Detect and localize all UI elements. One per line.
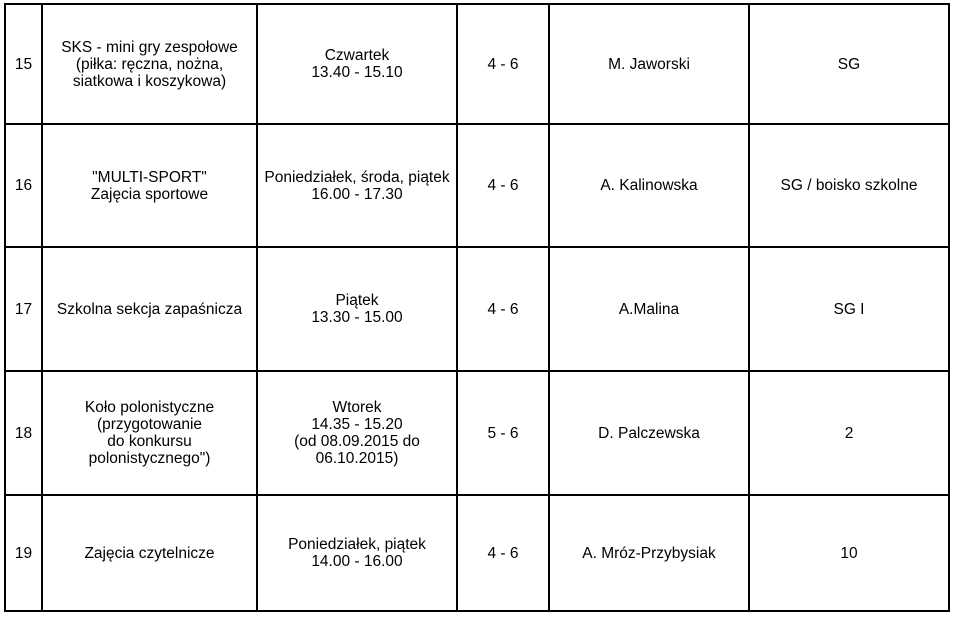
- location: SG / boisko szkolne: [749, 124, 949, 247]
- schedule-time: Poniedziałek, piątek 14.00 - 16.00: [257, 495, 457, 611]
- table-row: [5, 371, 949, 495]
- table-row: [5, 247, 949, 371]
- activity-name: SKS - mini gry zespołowe (piłka: ręczna, nożna, siatkowa i koszykowa): [42, 4, 257, 124]
- class-range: 4 - 6: [457, 124, 549, 247]
- activity-name: Zajęcia czytelnicze: [42, 495, 257, 611]
- location: 10: [749, 495, 949, 611]
- activity-name: Koło polonistyczne (przygotowanie do konkursu polonistycznego"): [42, 371, 257, 495]
- activity-name: Szkolna sekcja zapaśnicza: [42, 247, 257, 371]
- table-row: [5, 4, 949, 124]
- row-number: 15: [5, 4, 42, 124]
- table-row: [5, 495, 949, 611]
- teacher-name: A. Mróz-Przybysiak: [549, 495, 749, 611]
- table-row: [5, 124, 949, 247]
- location: SG I: [749, 247, 949, 371]
- schedule-time: Piątek 13.30 - 15.00: [257, 247, 457, 371]
- teacher-name: M. Jaworski: [549, 4, 749, 124]
- class-range: 4 - 6: [457, 4, 549, 124]
- schedule-time: Poniedziałek, środa, piątek 16.00 - 17.30: [257, 124, 457, 247]
- schedule-time: Wtorek 14.35 - 15.20 (od 08.09.2015 do 06.10.2015): [257, 371, 457, 495]
- location: SG: [749, 4, 949, 124]
- activity-name: "MULTI-SPORT" Zajęcia sportowe: [42, 124, 257, 247]
- teacher-name: A.Malina: [549, 247, 749, 371]
- row-number: 19: [5, 495, 42, 611]
- class-range: 4 - 6: [457, 495, 549, 611]
- class-range: 5 - 6: [457, 371, 549, 495]
- row-number: 16: [5, 124, 42, 247]
- row-number: 18: [5, 371, 42, 495]
- teacher-name: A. Kalinowska: [549, 124, 749, 247]
- location: 2: [749, 371, 949, 495]
- teacher-name: D. Palczewska: [549, 371, 749, 495]
- schedule-time: Czwartek 13.40 - 15.10: [257, 4, 457, 124]
- row-number: 17: [5, 247, 42, 371]
- class-range: 4 - 6: [457, 247, 549, 371]
- schedule-table: [4, 3, 950, 612]
